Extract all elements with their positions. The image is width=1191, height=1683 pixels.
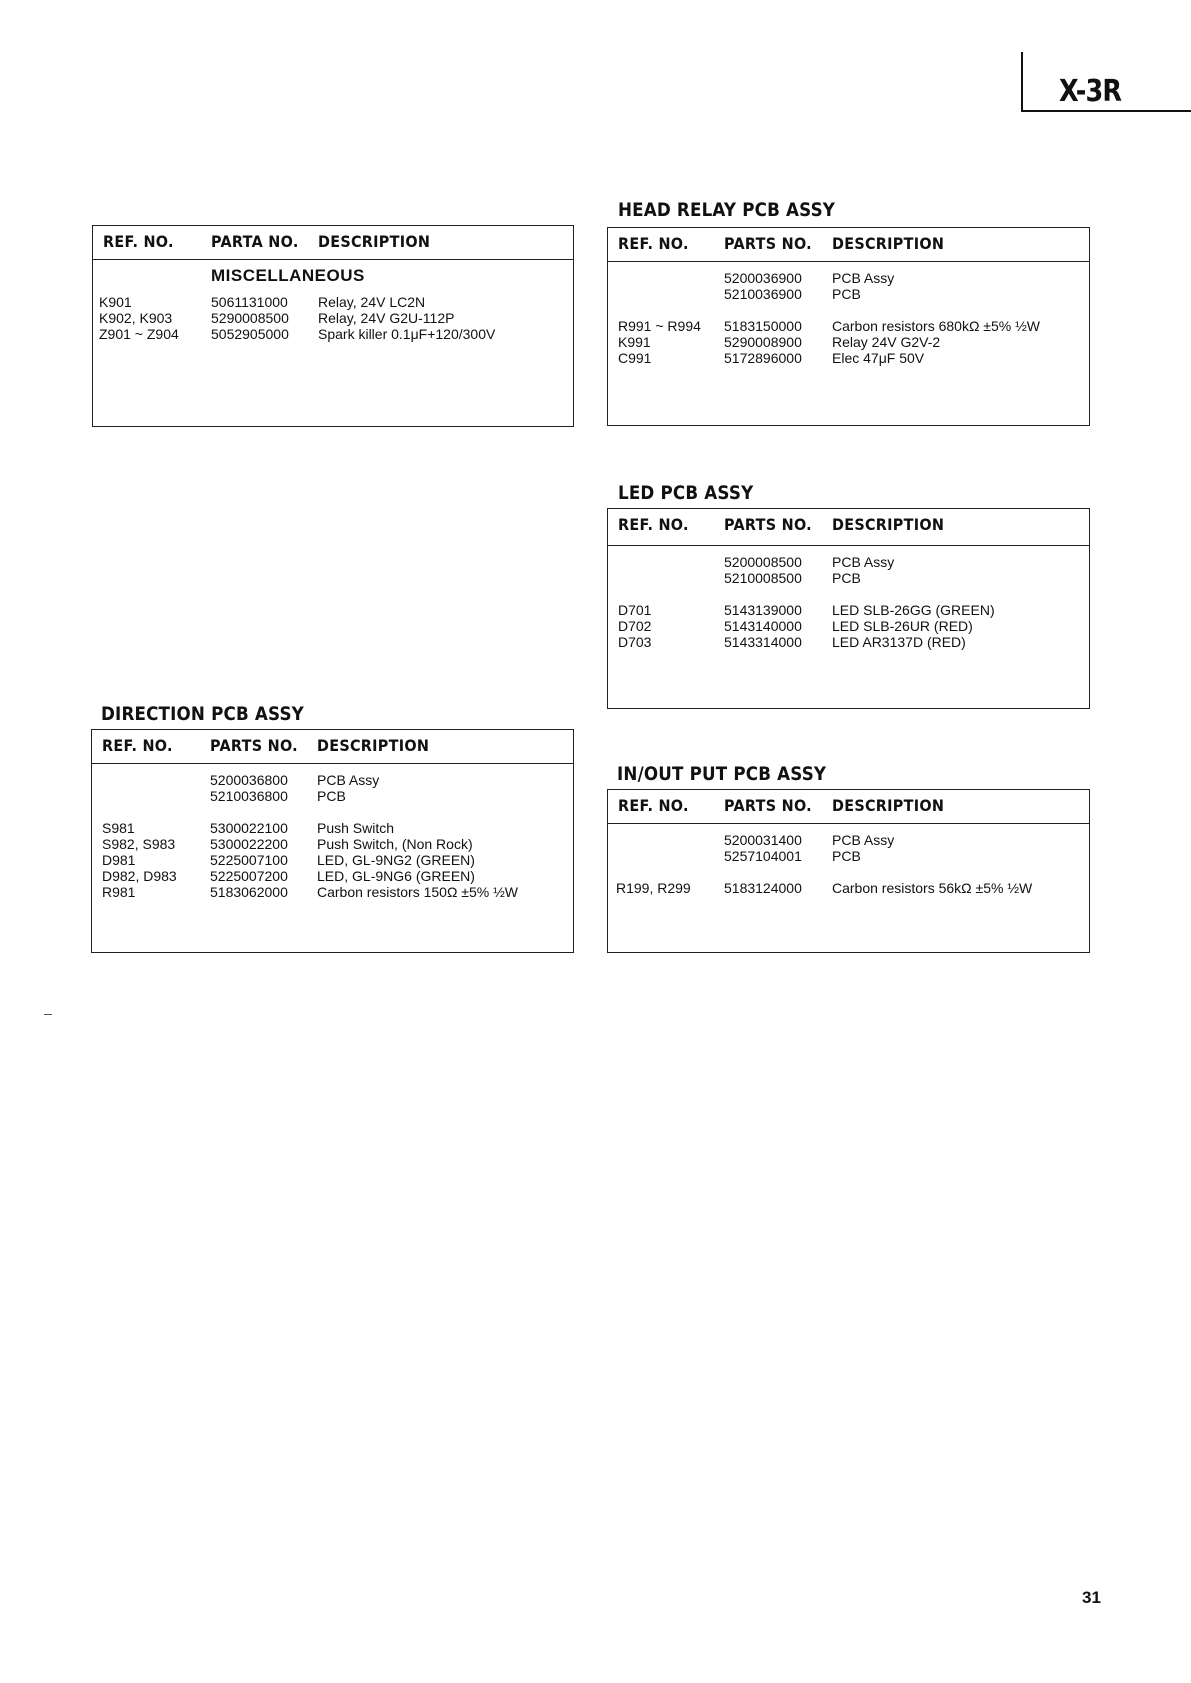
model-header-box [1021,52,1191,112]
table-row [92,884,573,900]
direction-title: DIRECTION PCB ASSY [101,703,304,725]
table-row [93,294,573,310]
table-body [608,262,1089,366]
ref-no-cell: D702 [618,618,652,634]
head-relay-table [607,227,1090,426]
table-row [608,618,1089,634]
table-body [92,764,573,900]
col-parts-no: PARTS NO. [210,736,298,755]
description-cell: LED, GL-9NG6 (GREEN) [317,868,475,884]
table-row [92,868,573,884]
ref-no-cell: D701 [618,602,652,618]
description-cell: Carbon resistors 150Ω ±5% ½W [317,884,519,900]
table-row [608,602,1089,618]
table-header [608,790,1089,824]
table-row [608,286,1089,302]
description-cell: Spark killer 0.1μF+120/300V [318,326,496,342]
col-ref-no: REF. NO. [618,234,689,253]
parts-no-cell: 5210008500 [724,570,802,586]
parts-no-cell: 5300022100 [210,820,288,836]
description-cell: Push Switch, (Non Rock) [317,836,473,852]
ref-no-cell: K991 [618,334,651,350]
table-row [92,836,573,852]
ref-no-cell: D981 [102,852,136,868]
row-spacer [608,302,1089,318]
parts-no-cell: 5143140000 [724,618,802,634]
table-row [608,848,1089,864]
parts-no-cell: 5052905000 [211,326,289,342]
led-table [607,508,1090,709]
description-cell: PCB [317,788,346,804]
ref-no-cell: S981 [102,820,135,836]
description-cell: PCB [832,848,861,864]
table-row [608,832,1089,848]
col-description: DESCRIPTION [832,515,945,534]
page-number: 31 [1082,1588,1101,1607]
table-row [608,570,1089,586]
ref-no-cell: C991 [618,350,652,366]
row-spacer [92,804,573,820]
description-cell: LED SLB-26GG (GREEN) [832,602,995,618]
parts-no-cell: 5200008500 [724,554,802,570]
table-row [608,880,1089,896]
description-cell: PCB Assy [317,772,380,788]
model-name: X-3R [1059,74,1122,109]
col-description: DESCRIPTION [832,234,945,253]
ref-no-cell: K902, K903 [99,310,173,326]
parts-no-cell: 5183124000 [724,880,802,896]
col-description: DESCRIPTION [832,796,945,815]
parts-no-cell: 5290008500 [211,310,289,326]
ref-no-cell: D982, D983 [102,868,177,884]
table-header [93,226,573,260]
parts-no-cell: 5200031400 [724,832,802,848]
inout-title: IN/OUT PUT PCB ASSY [617,763,827,785]
description-cell: PCB Assy [832,832,895,848]
col-parts-no: PARTS NO. [724,796,812,815]
ref-no-cell: D703 [618,634,652,650]
table-body [608,546,1089,650]
description-cell: PCB [832,570,861,586]
table-row [93,326,573,342]
parts-no-cell: 5061131000 [211,294,288,310]
ref-no-cell: Z901 ~ Z904 [99,326,179,342]
led-title: LED PCB ASSY [618,482,754,504]
description-cell: PCB Assy [832,554,895,570]
misc-parts-table [92,225,574,427]
table-row [608,318,1089,334]
col-ref-no: REF. NO. [618,515,689,534]
parts-no-cell: 5290008900 [724,334,802,350]
parts-no-cell: 5183150000 [724,318,802,334]
parts-no-cell: 5172896000 [724,350,802,366]
parts-no-cell: 5183062000 [210,884,288,900]
description-cell: PCB Assy [832,270,895,286]
head-relay-title: HEAD RELAY PCB ASSY [618,199,836,221]
category-heading: MISCELLANEOUS [211,266,365,285]
table-row [608,334,1089,350]
ref-no-cell: R991 ~ R994 [618,318,701,334]
col-parts-no: PARTA NO. [211,232,299,251]
parts-no-cell: 5143314000 [724,634,802,650]
parts-no-cell: 5210036800 [210,788,288,804]
table-header [92,730,573,764]
ref-no-cell: R981 [102,884,136,900]
col-ref-no: REF. NO. [102,736,173,755]
table-row [92,788,573,804]
description-cell: Carbon resistors 680kΩ ±5% ½W [832,318,1041,334]
parts-no-cell: 5300022200 [210,836,288,852]
parts-no-cell: 5225007100 [210,852,288,868]
table-body [93,260,573,428]
description-cell: Elec 47μF 50V [832,350,925,366]
ref-no-cell: R199, R299 [616,880,691,896]
table-row [608,554,1089,570]
col-description: DESCRIPTION [317,736,430,755]
table-header [608,509,1089,546]
row-spacer [608,864,1089,880]
col-parts-no: PARTS NO. [724,515,812,534]
inout-table [607,789,1090,953]
parts-no-cell: 5257104001 [724,848,802,864]
description-cell: Relay, 24V G2U-112P [318,310,455,326]
description-cell: Push Switch [317,820,395,836]
table-row [608,350,1089,366]
parts-no-cell: 5200036800 [210,772,288,788]
ref-no-cell: K901 [99,294,132,310]
col-ref-no: REF. NO. [618,796,689,815]
ref-no-cell: S982, S983 [102,836,176,852]
description-cell: LED AR3137D (RED) [832,634,966,650]
table-row [92,772,573,788]
table-body [608,824,1089,896]
table-row [92,852,573,868]
table-row [608,634,1089,650]
col-description: DESCRIPTION [318,232,431,251]
parts-no-cell: 5200036900 [724,270,802,286]
parts-no-cell: 5225007200 [210,868,288,884]
margin-mark [44,1014,52,1015]
description-cell: LED, GL-9NG2 (GREEN) [317,852,475,868]
parts-no-cell: 5143139000 [724,602,802,618]
direction-table [91,729,574,953]
description-cell: LED SLB-26UR (RED) [832,618,973,634]
description-cell: Relay, 24V LC2N [318,294,426,310]
parts-no-cell: 5210036900 [724,286,802,302]
description-cell: Carbon resistors 56kΩ ±5% ½W [832,880,1033,896]
table-row [93,310,573,326]
table-row [608,270,1089,286]
col-ref-no: REF. NO. [103,232,174,251]
description-cell: Relay 24V G2V-2 [832,334,941,350]
table-header [608,228,1089,262]
row-spacer [608,586,1089,602]
table-row [92,820,573,836]
col-parts-no: PARTS NO. [724,234,812,253]
description-cell: PCB [832,286,861,302]
